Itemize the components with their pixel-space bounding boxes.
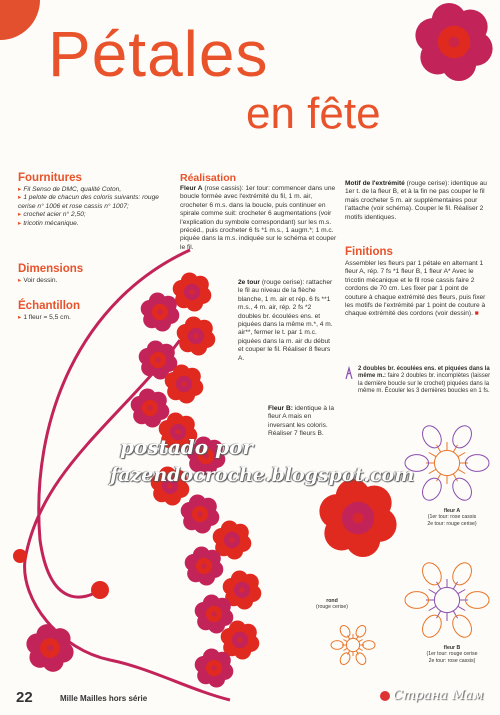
necklace-flower xyxy=(141,292,180,331)
diagram-rond-label: rond (rouge cerise) xyxy=(315,598,348,611)
necklace-flower xyxy=(185,546,224,585)
brand-icon xyxy=(380,691,390,701)
flower-loose xyxy=(26,624,73,672)
realisation-heading: Réalisation xyxy=(180,172,237,184)
tour2-text: 2e tour (rouge cerise): rattacher le fil au niveau de la flèche blanche, 1 m. air et rép. 6 fs **1 m.s., 4 m. air, rép. 2 fs *2 doubles br. écoulées ens. et piquées dans la même m.*, 4 m. air**, fermer le t. par 1 m.c. piquées dans la m. air du début et couper le fil. Réaliser 8 fleurs A. xyxy=(238,279,333,362)
echantillon-heading: Échantillon xyxy=(18,300,80,312)
diagram-fleur-b-label: fleur B (1er tour: rouge cerise 2e tour: rose cassis) xyxy=(426,645,478,664)
flower-large xyxy=(319,479,396,557)
necklace-flower xyxy=(195,648,234,687)
diagram-fleur-a-label: fleur A (1er tour: rose cassis 2e tour: rouge cerise) xyxy=(427,508,477,527)
magazine-name: Mille Mailles hors série xyxy=(60,694,148,703)
legend-text: 2 doubles br. écoulées ens. et piquées dans la même m.: faire 2 doubles br. incomplètes (laisser la dernière boucle sur le crochet) piquées dans la même m. Écouler les 3 dernières boucles en 1 fs. xyxy=(358,366,491,395)
list-item: ▸ 1 pelote de chacun des coloris suivants: rouge cerise n° 1006 et rose cassis n° 1007; xyxy=(18,194,159,210)
list-item: ▸ tricotin mécanique. xyxy=(18,219,79,227)
finitions-heading: Finitions xyxy=(345,246,393,258)
necklace-flower xyxy=(181,494,220,533)
echantillon-text: ▸ 1 fleur = 5,5 cm. xyxy=(18,314,71,321)
fleur-a-text: Fleur A (rose cassis): 1er tour: commencer dans une boucle formée avec l'extrémité du fil, 1 m. air, crocheter 6 m.s. dans la boucle, puis continuer en spirale comme suit: crocheter 6 augmentations (voir l'explication du symbole correspondant) sur les m.s. précéd., puis crocheter 6 fs *1 m.s., 1 augm.*; 1 m.c. piquée dans la m.s. indiquée sur le schéma et couper le fil. xyxy=(180,185,337,251)
end-motif-1 xyxy=(91,581,109,599)
dimensions-text: ▸ Voir dessin. xyxy=(18,277,58,284)
fleur-b-text: Fleur B: identique à la fleur A mais en inversant les coloris. Réaliser 7 fleurs B. xyxy=(268,405,334,438)
list-item: ▸ crochet acier n° 2,50; xyxy=(18,211,86,219)
motif-text: Motif de l'extrémité (rouge cerise): identique au 1er t. de la fleur B, et à la fin ne pas couper le fil mais crocheter 5 m. air supplémentaires pour l'attache (voir schéma). Couper le fil. Réaliser 2 motifs identiques. xyxy=(345,180,487,221)
page-subtitle: en fête xyxy=(246,89,381,138)
page-title: Pétales xyxy=(48,18,269,90)
page-number: 22 xyxy=(16,689,33,706)
finitions-text: Assembler les fleurs par 1 pétale en alternant 1 fleur A, rép. 7 fs *1 fleur B, 1 fleur A* Avec le tricotin mécanique et le fil rose cassis faire 2 cordons de 70 cm. Les fixer par 1 point de couture à chaque extrémité des fleurs, puis fixer les motifs de l'extrémité par 1 point de couture à chaque extrémité des cordons (voir dessin). ■ xyxy=(345,260,486,318)
brand-logo: Страна Мам xyxy=(380,688,484,703)
list-item: ▸ Fil Senso de DMC, qualité Coton, xyxy=(18,186,122,193)
dimensions-heading: Dimensions xyxy=(18,263,84,275)
end-motif-2 xyxy=(13,549,27,563)
watermark-line2: fazendocroche.blogspot.com xyxy=(110,464,415,486)
necklace-flower xyxy=(195,594,234,633)
fournitures-heading: Fournitures xyxy=(18,172,82,184)
necklace-flower xyxy=(177,316,216,355)
necklace-flower xyxy=(173,272,212,311)
watermark-line1: postado por xyxy=(120,435,253,459)
